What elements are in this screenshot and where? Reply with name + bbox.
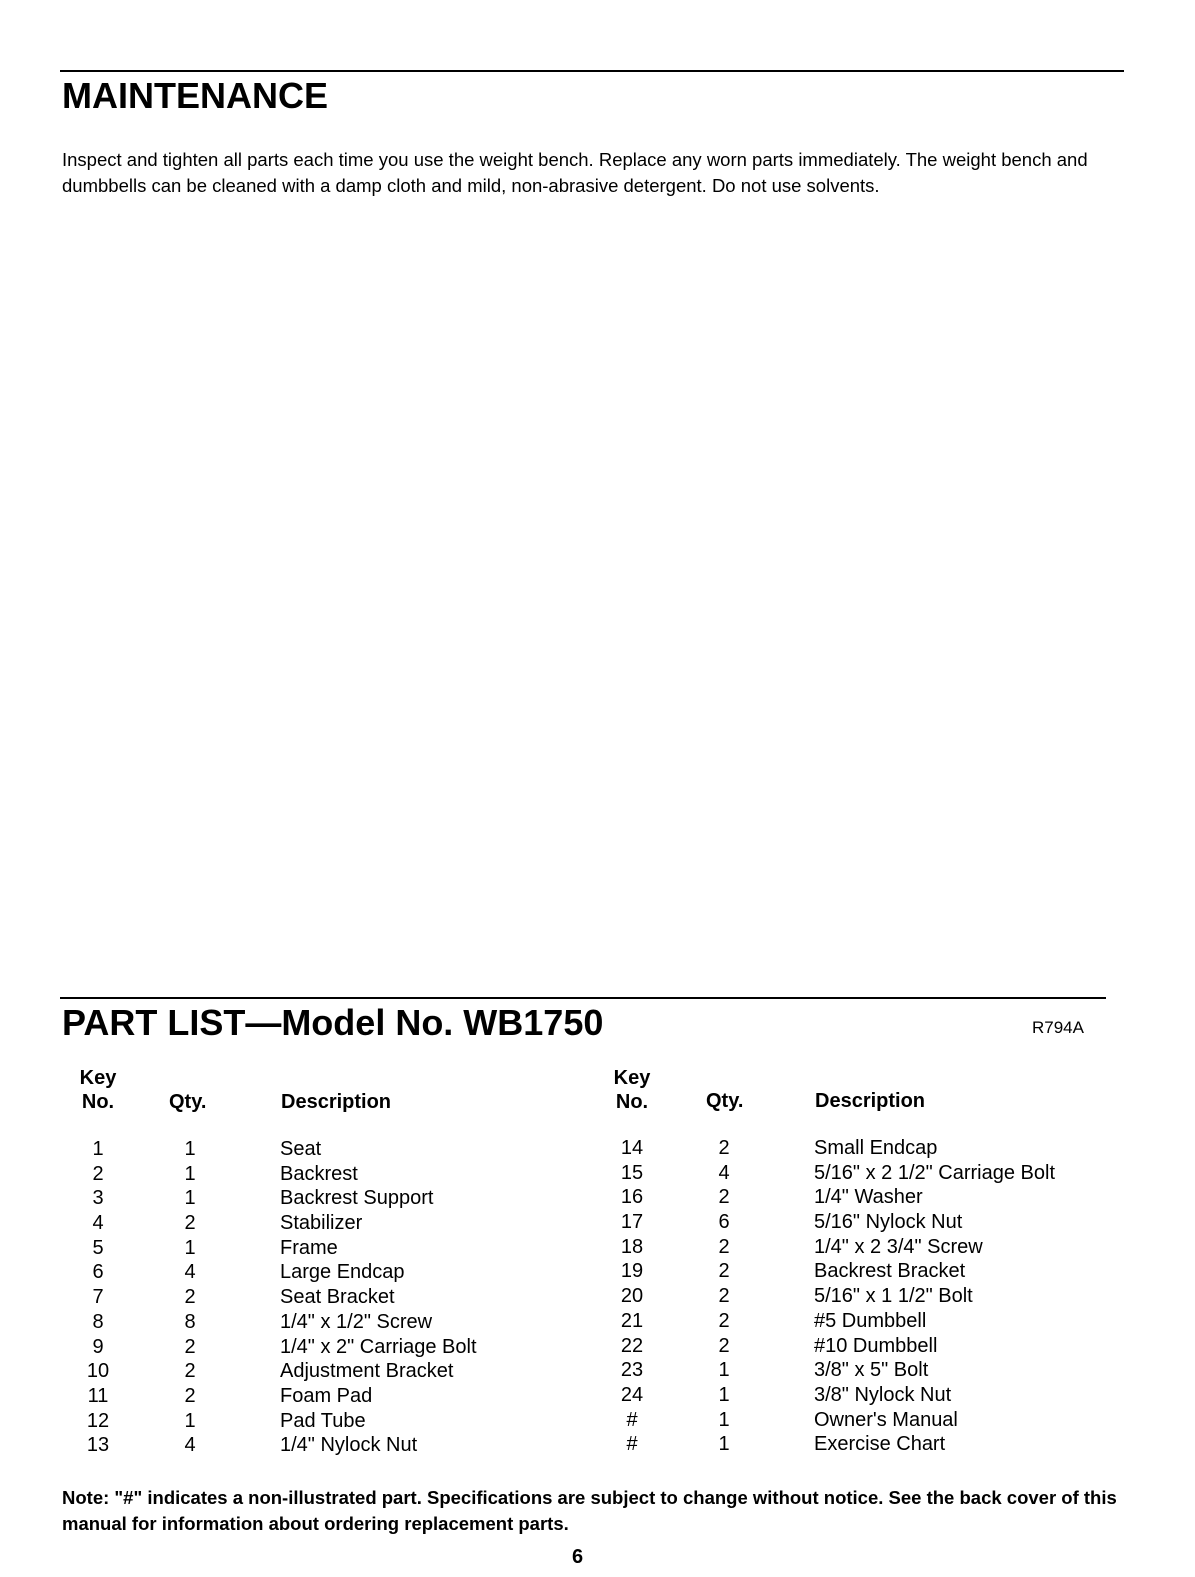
table-cell-key: 5 bbox=[92, 1236, 104, 1259]
table-cell-qty: 2 bbox=[184, 1286, 196, 1309]
table-cell-qty: 2 bbox=[718, 1260, 730, 1283]
table-cell-qty: 1 bbox=[718, 1433, 730, 1456]
table-cell-description: Seat bbox=[280, 1138, 322, 1160]
table-cell-key: 19 bbox=[620, 1260, 644, 1283]
table-cell-key: 24 bbox=[620, 1383, 644, 1406]
table-cell-description: Exercise Chart bbox=[814, 1433, 946, 1456]
table-cell-key: 23 bbox=[620, 1359, 644, 1382]
document-code: R794A bbox=[1032, 1018, 1084, 1037]
table-cell-key: 8 bbox=[92, 1310, 104, 1333]
table-cell-description: Large Endcap bbox=[280, 1261, 405, 1284]
left-key-label: Key bbox=[79, 1067, 117, 1089]
table-cell-qty: 2 bbox=[718, 1309, 730, 1332]
table-cell-qty: 1 bbox=[718, 1359, 730, 1382]
left-key-header bbox=[70, 1066, 126, 1114]
left-description-header: Description bbox=[281, 1091, 392, 1113]
table-cell-qty: 1 bbox=[184, 1162, 196, 1185]
right-description-header: Description bbox=[815, 1090, 926, 1112]
right-description-column bbox=[814, 1136, 1055, 1457]
table-cell-qty: 1 bbox=[718, 1408, 730, 1431]
left-qty-column bbox=[172, 1137, 208, 1458]
table-cell-description: Adjustment Bracket bbox=[280, 1360, 454, 1383]
table-cell-key: 22 bbox=[620, 1334, 644, 1357]
table-cell-key: 4 bbox=[92, 1212, 104, 1235]
table-cell-key: 13 bbox=[86, 1434, 110, 1457]
right-key-column bbox=[604, 1136, 660, 1457]
page-number: 6 bbox=[572, 1546, 584, 1568]
table-cell-qty: 2 bbox=[184, 1212, 196, 1235]
table-cell-description: 5/16" x 2 1/2" Carriage Bolt bbox=[814, 1161, 1055, 1184]
right-no-label: No. bbox=[615, 1091, 649, 1113]
table-cell-description: #10 Dumbbell bbox=[814, 1334, 938, 1357]
table-cell-description: 5/16" x 1 1/2" Bolt bbox=[814, 1285, 973, 1308]
table-cell-description: 1/4" x 2 3/4" Screw bbox=[814, 1235, 983, 1258]
table-cell-qty: 2 bbox=[184, 1360, 196, 1383]
table-cell-qty: 4 bbox=[718, 1161, 730, 1184]
table-cell-description: Frame bbox=[280, 1236, 338, 1259]
table-cell-description: Small Endcap bbox=[814, 1137, 938, 1159]
table-cell-key: 11 bbox=[87, 1384, 109, 1407]
right-qty-column bbox=[706, 1136, 742, 1457]
table-cell-qty: 1 bbox=[184, 1409, 196, 1432]
table-cell-key: 20 bbox=[620, 1285, 644, 1308]
maintenance-text: Inspect and tighten all parts each time you use the weight bench. Replace any worn parts immediately. The weight bench and dumbbells can be cleaned with a damp cloth and mild, non-abrasive detergent. Do not use solvents. bbox=[62, 149, 1088, 196]
table-cell-description: Foam Pad bbox=[280, 1384, 373, 1407]
table-cell-key: 16 bbox=[620, 1186, 644, 1209]
table-cell-description: 1/4" Washer bbox=[814, 1186, 923, 1209]
right-qty-header: Qty. bbox=[706, 1090, 744, 1112]
table-cell-qty: 2 bbox=[718, 1137, 730, 1159]
right-key-label: Key bbox=[613, 1067, 651, 1089]
table-cell-key: 10 bbox=[86, 1360, 110, 1383]
table-cell-qty: 4 bbox=[184, 1434, 196, 1457]
table-cell-qty: 1 bbox=[718, 1383, 730, 1406]
table-cell-key: 3 bbox=[92, 1187, 104, 1210]
table-cell-key: 17 bbox=[620, 1211, 644, 1234]
part-list-top-rule bbox=[60, 997, 1106, 999]
table-cell-description: #5 Dumbbell bbox=[814, 1309, 927, 1332]
maintenance-top-rule bbox=[60, 70, 1124, 72]
table-cell-qty: 1 bbox=[184, 1138, 196, 1160]
left-key-column bbox=[70, 1137, 126, 1458]
table-cell-key: 6 bbox=[92, 1261, 104, 1284]
left-no-label: No. bbox=[81, 1091, 115, 1113]
table-cell-description: Stabilizer bbox=[280, 1212, 363, 1235]
table-cell-description: Owner's Manual bbox=[814, 1408, 958, 1431]
part-list-heading: PART LIST—Model No. WB1750 bbox=[62, 1002, 604, 1043]
table-cell-key: 14 bbox=[620, 1137, 644, 1159]
table-cell-qty: 1 bbox=[184, 1236, 196, 1259]
table-cell-qty: 2 bbox=[718, 1235, 730, 1258]
table-cell-description: 3/8" Nylock Nut bbox=[814, 1383, 952, 1406]
table-cell-key: 15 bbox=[620, 1161, 644, 1184]
table-cell-key: 2 bbox=[92, 1162, 104, 1185]
table-cell-qty: 2 bbox=[718, 1285, 730, 1308]
table-cell-qty: 2 bbox=[184, 1335, 196, 1358]
table-cell-description: 1/4" x 2" Carriage Bolt bbox=[280, 1335, 477, 1358]
table-cell-description: Backrest Support bbox=[280, 1187, 434, 1210]
left-qty-header: Qty. bbox=[169, 1091, 207, 1113]
table-cell-qty: 6 bbox=[718, 1211, 730, 1234]
table-cell-qty: 4 bbox=[184, 1261, 196, 1284]
maintenance-heading: MAINTENANCE bbox=[62, 75, 328, 116]
table-cell-description: 1/4" x 1/2" Screw bbox=[280, 1310, 433, 1333]
table-cell-description: 5/16" Nylock Nut bbox=[814, 1211, 963, 1234]
table-cell-description: Pad Tube bbox=[280, 1409, 366, 1432]
table-cell-description: 3/8" x 5" Bolt bbox=[814, 1359, 929, 1382]
left-description-column bbox=[280, 1137, 477, 1458]
part-list-note: Note: "#" indicates a non-illustrated part. Specifications are subject to change without notice. See the back cover of this manual for information about ordering replacement parts. bbox=[62, 1487, 1117, 1534]
table-cell-key: 1 bbox=[92, 1138, 104, 1160]
table-cell-key: # bbox=[626, 1408, 638, 1431]
table-cell-qty: 2 bbox=[184, 1384, 196, 1407]
table-cell-key: 12 bbox=[86, 1409, 110, 1432]
table-cell-description: Backrest Bracket bbox=[814, 1260, 966, 1283]
table-cell-description: Backrest bbox=[280, 1162, 358, 1185]
table-cell-qty: 8 bbox=[184, 1310, 196, 1333]
right-key-header bbox=[604, 1066, 660, 1114]
table-cell-description: Seat Bracket bbox=[280, 1286, 395, 1309]
table-cell-key: 9 bbox=[92, 1335, 104, 1358]
table-cell-key: 21 bbox=[620, 1309, 644, 1332]
table-cell-key: # bbox=[626, 1433, 638, 1456]
table-cell-key: 18 bbox=[620, 1235, 644, 1258]
table-cell-qty: 2 bbox=[718, 1334, 730, 1357]
table-cell-qty: 1 bbox=[184, 1187, 196, 1210]
table-cell-description: 1/4" Nylock Nut bbox=[280, 1434, 418, 1457]
table-cell-key: 7 bbox=[92, 1286, 104, 1309]
table-cell-qty: 2 bbox=[718, 1186, 730, 1209]
